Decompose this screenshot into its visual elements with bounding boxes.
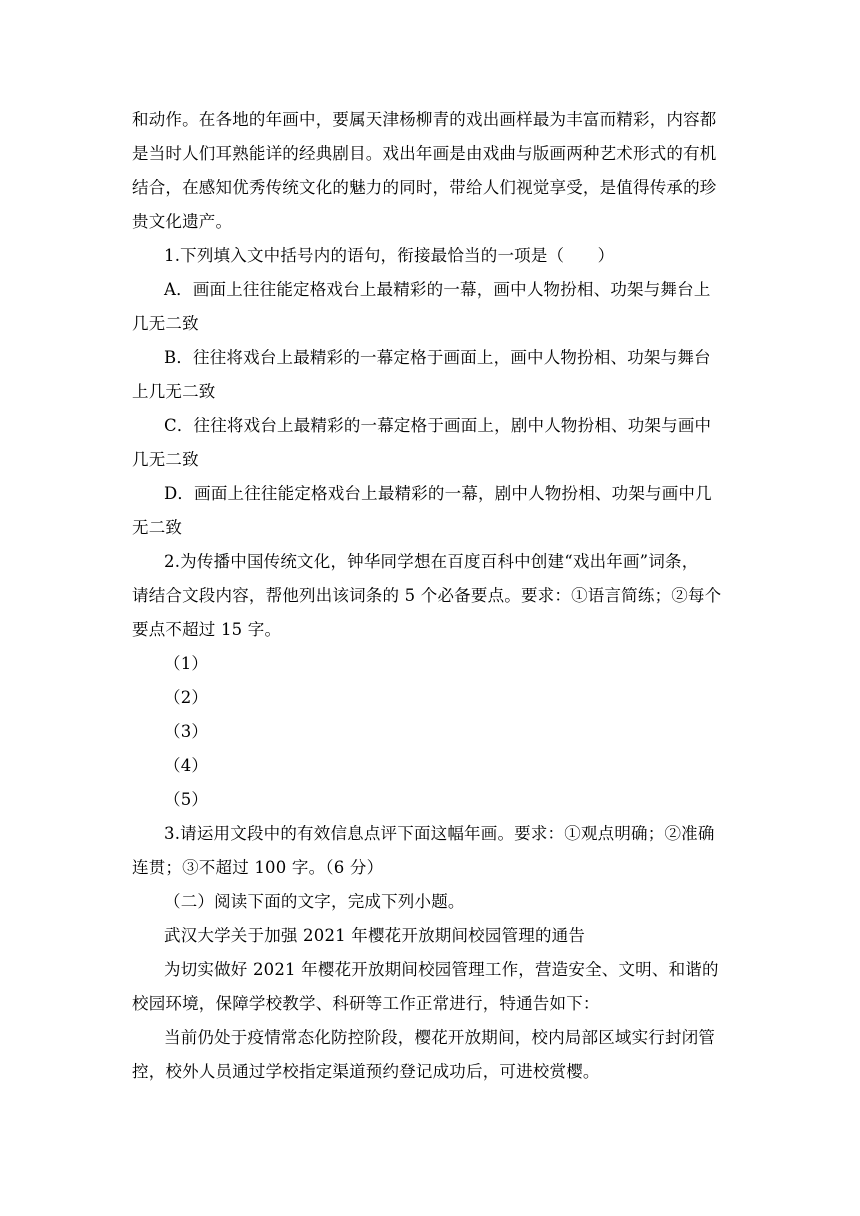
section-heading: （二）阅读下面的文字，完成下列小题。 [164,892,465,911]
option-b-continued: 上几无二致 [132,382,216,401]
question-3: 3.请运用文段中的有效信息点评下面这幅年画。要求：①观点明确；②准确 [164,824,715,843]
option-c: C．往往将戏台上最精彩的一幕定格于画面上，剧中人物扮相、功架与画中 [164,416,712,435]
answer-item-5: （5） [164,790,209,809]
answer-item-2: （2） [164,688,209,707]
option-a-continued: 几无二致 [132,314,199,333]
notice-paragraph-continued: 校园环境，保障学校教学、科研等工作正常进行，特通告如下： [132,994,600,1013]
option-b: B．往往将戏台上最精彩的一幕定格于画面上，画中人物扮相、功架与舞台 [164,348,711,367]
notice-title: 武汉大学关于加强 2021 年樱花开放期间校园管理的通告 [164,926,586,945]
question-2-continued: 请结合文段内容，帮他列出该词条的 5 个必备要点。要求：①语言简练；②每个 [132,586,722,605]
answer-item-4: （4） [164,756,209,775]
option-d-continued: 无二致 [132,518,183,537]
question-2-continued: 要点不超过 15 字。 [132,620,282,639]
option-c-continued: 几无二致 [132,450,199,469]
paragraph-line: 贵文化遗产。 [132,212,233,231]
notice-paragraph: 当前仍处于疫情常态化防控阶段，樱花开放期间，校内局部区域实行封闭管 [164,1028,716,1047]
option-d: D．画面上往往能定格戏台上最精彩的一幕，剧中人物扮相、功架与画中几 [164,484,712,503]
question-3-continued: 连贯；③不超过 100 字。（6 分） [132,858,384,877]
answer-item-3: （3） [164,722,209,741]
question-1: 1.下列填入文中括号内的语句，衔接最恰当的一项是（ ） [164,246,615,265]
paragraph-line: 是当时人们耳熟能详的经典剧目。戏出年画是由戏曲与版画两种艺术形式的有机 [132,144,717,163]
answer-item-1: （1） [164,654,209,673]
paragraph-line: 结合，在感知优秀传统文化的魅力的同时，带给人们视觉享受，是值得传承的珍 [132,178,717,197]
option-a: A．画面上往往能定格戏台上最精彩的一幕，画中人物扮相、功架与舞台上 [164,280,711,299]
question-2: 2.为传播中国传统文化，钟华同学想在百度百科中创建“戏出年画”词条， [164,552,699,571]
notice-paragraph-continued: 控，校外人员通过学校指定渠道预约登记成功后，可进校赏樱。 [132,1062,600,1081]
paragraph-line: 和动作。在各地的年画中，要属天津杨柳青的戏出画样最为丰富而精彩，内容都 [132,110,717,129]
notice-paragraph: 为切实做好 2021 年樱花开放期间校园管理工作，营造安全、文明、和谐的 [164,960,719,979]
